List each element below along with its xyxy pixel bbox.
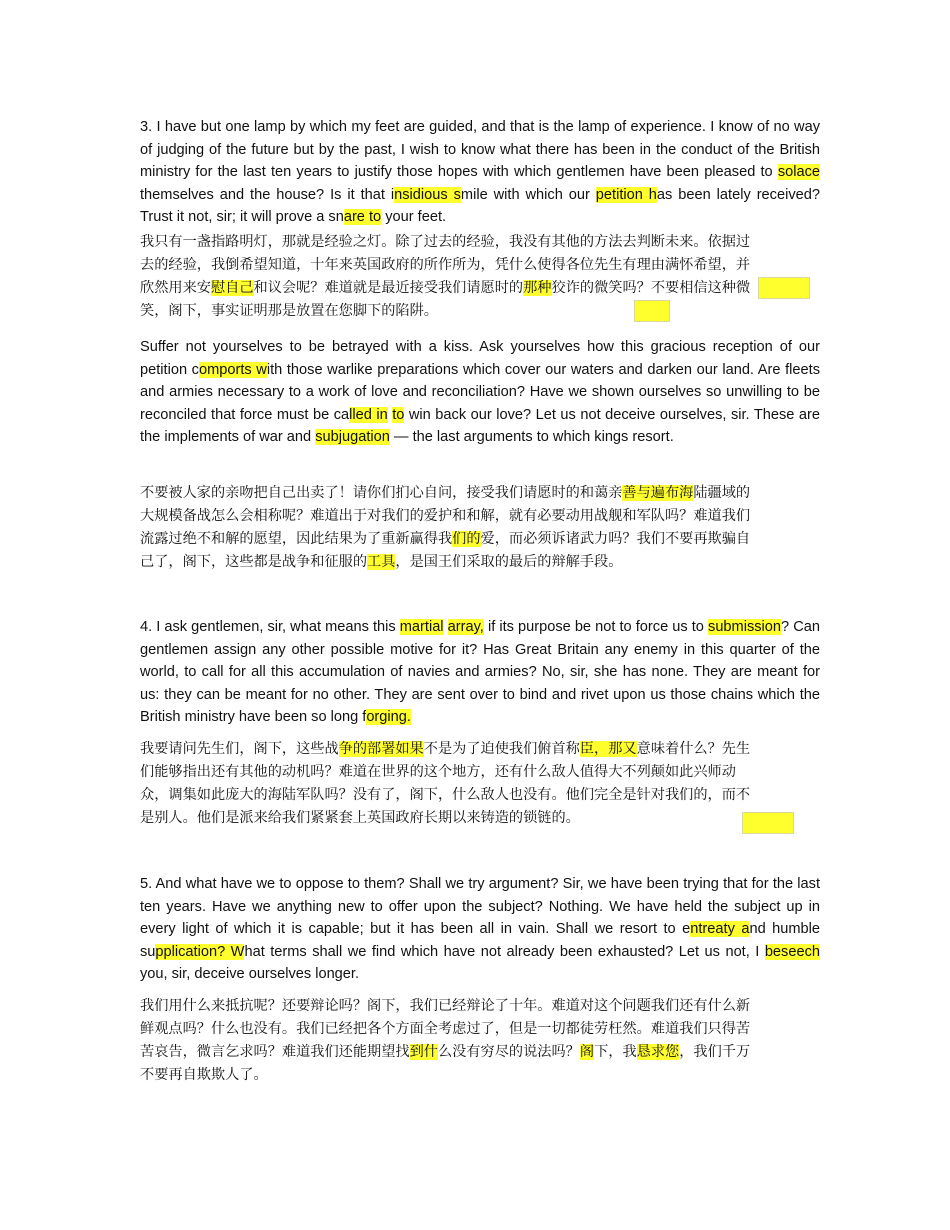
text-run: — the last arguments to which kings resort.: [389, 429, 674, 445]
empty-highlight-box: [634, 300, 670, 322]
highlighted-text: 阁: [579, 1044, 595, 1060]
text-run: 不是为了迫使我们俯首称: [423, 741, 580, 757]
paragraph-3-english: [140, 116, 820, 229]
text-run: as been lately received? Trust it not, sir; it will prove a sn: [140, 186, 820, 225]
text-run: ，我们千万不要再自欺欺人了。: [140, 1044, 751, 1083]
highlighted-text: nsidious s: [394, 186, 461, 203]
empty-highlight-box: [758, 277, 810, 299]
highlighted-text: omports w: [198, 361, 267, 378]
text-run: your feet.: [381, 209, 447, 225]
paragraph-3b-chinese: [140, 482, 760, 574]
text-run: ith those warlike preparations which cover our waters and darken our land. Are fleets and armies necessary to a work of love and reconciliation? Have we shown ourselves so unwilling to be reconciled that force must be ca: [140, 361, 820, 423]
text-run: hat terms shall we find which have not already been exhausted? Let us not, I: [244, 943, 765, 960]
highlighted-text: 臣，那又: [579, 741, 637, 757]
text-run: Suffer not yourselves to be betrayed with a kiss. Ask yourselves how this gracious reception of our petition c: [140, 339, 820, 378]
paragraph-4-english: [140, 616, 820, 729]
text-run: 我们用什么来抵抗呢？还要辩论吗？阁下，我们已经辩论了十年。难道对这个问题我们还有什么新鲜观点吗？什么也没有。我们已经把各个方面全考虑过了，但是一切都徒劳枉然。难道我们只得苦苦哀告，微言乞求吗？难道我们还能期望找: [140, 998, 751, 1060]
text-run: nd humble su: [140, 921, 821, 960]
text-run: 意味着什么？先生们能够指出还有其他的动机吗？难道在世界的这个地方，还有什么敌人值得大不列颠如此兴师动众，调集如此庞大的海陆军队吗？没有了，阁下，什么敌人也没有。他们完全是针对我们的，而不是别人。他们是派来给我们紧紧套上英国政府长期以来铸造的锁链的。: [140, 741, 751, 826]
text-run: ，是国王们采取的最后的辩解手段。: [395, 554, 623, 570]
text-run: 不要被人家的亲吻把自己出卖了！请你们扪心自问，接受我们请愿时的和蔼亲: [140, 485, 623, 501]
highlighted-text: lled in: [349, 406, 388, 423]
highlighted-text: to: [392, 406, 405, 423]
text-run: you, sir, deceive ourselves longer.: [140, 966, 360, 982]
paragraph-4-chinese: [140, 738, 760, 830]
highlighted-text: solace: [777, 164, 820, 180]
highlighted-text: 争的部署如果: [338, 741, 424, 757]
paragraph-5-chinese: [140, 995, 760, 1087]
paragraph-3b-english: [140, 336, 820, 449]
highlighted-text: array,: [447, 619, 484, 635]
paragraph-5-english: [140, 873, 820, 986]
highlighted-text: martial: [399, 619, 444, 635]
text-run: 5. And what have we to oppose to them? Shall we try argument? Sir, we have been trying that for the last ten years. Have we anything new to offer upon the subject? Nothing. We have held the subject up in every light of which it is capable; but it has been all in vain. Shall we resort to e: [140, 876, 820, 937]
highlighted-text: beseech: [764, 943, 820, 960]
highlighted-text: orging.: [366, 709, 411, 725]
text-run: 4. I ask gentlemen, sir, what means this: [140, 619, 400, 635]
highlighted-text: 恳求您: [636, 1044, 680, 1060]
highlighted-text: submission: [708, 619, 782, 635]
text-run: 爱，而必须诉诸武力吗？我们不要再欺骗自己了，阁下，这些都是战争和征服的: [140, 531, 751, 570]
highlighted-text: 工具: [367, 554, 396, 570]
text-run: ? Can gentlemen assign any other possible motive for it? Has Great Britain any enemy in this quarter of the world, to call for all this accumulation of navies and armies? No, sir, she has none. They are meant for us: they can be meant for no other. They are sent over to bind and rivet upon us those chains which the British ministry have been so long f: [140, 619, 820, 725]
text-run: 3. I have but one lamp by which my feet are guided, and that is the lamp of experience. I know of no way of judging of the future but by the past, I wish to know what there has been in the conduct of the British ministry for the last ten years to justify those hopes with which gentlemen have been pleased to: [140, 119, 820, 180]
text-run: 和议会呢？难道就是最近接受我们请愿时的: [253, 280, 524, 296]
highlighted-text: 到什: [409, 1044, 438, 1060]
text-run: if its purpose be not to force us to: [483, 619, 709, 635]
highlighted-text: 善与遍布海: [622, 485, 694, 501]
highlighted-text: petition h: [595, 186, 657, 203]
highlighted-text: 慰自己: [210, 280, 254, 296]
text-run: 我要请问先生们，阁下，这些战: [140, 741, 339, 757]
text-run: win back our love? Let us not deceive ourselves, sir. These are the implements of war and: [140, 406, 820, 445]
highlighted-text: subjugation: [315, 429, 390, 445]
text-run: themselves and the house? Is it that i: [140, 186, 395, 203]
highlighted-text: ntreaty a: [690, 921, 750, 937]
text-run: 么没有穷尽的说法吗？: [437, 1044, 580, 1060]
highlighted-text: pplication? W: [155, 943, 245, 960]
highlighted-text: are to: [343, 209, 382, 225]
text-run: 陆疆域的大规模备战怎么会相称呢？难道出于对我们的爱护和和解，就有必要动用战舰和军队吗？难道我们流露过绝不和解的愿望，因此结果为了重新赢得我: [140, 485, 751, 547]
text-run: 下，我: [594, 1044, 637, 1060]
highlighted-text: 们的: [452, 531, 481, 547]
highlighted-text: 那种: [523, 280, 552, 296]
text-run: mile with which our: [460, 186, 596, 203]
empty-highlight-box: [742, 812, 794, 834]
text-run: 狡诈的微笑吗？不要相信这种微笑，阁下，事实证明那是放置在您脚下的陷阱。: [140, 280, 751, 319]
text-run: 我只有一盏指路明灯，那就是经验之灯。除了过去的经验，我没有其他的方法去判断未来。依据过去的经验，我倒希望知道，十年来英国政府的所作所为，凭什么使得各位先生有理由满怀希望，并欣然用来安: [140, 234, 751, 296]
